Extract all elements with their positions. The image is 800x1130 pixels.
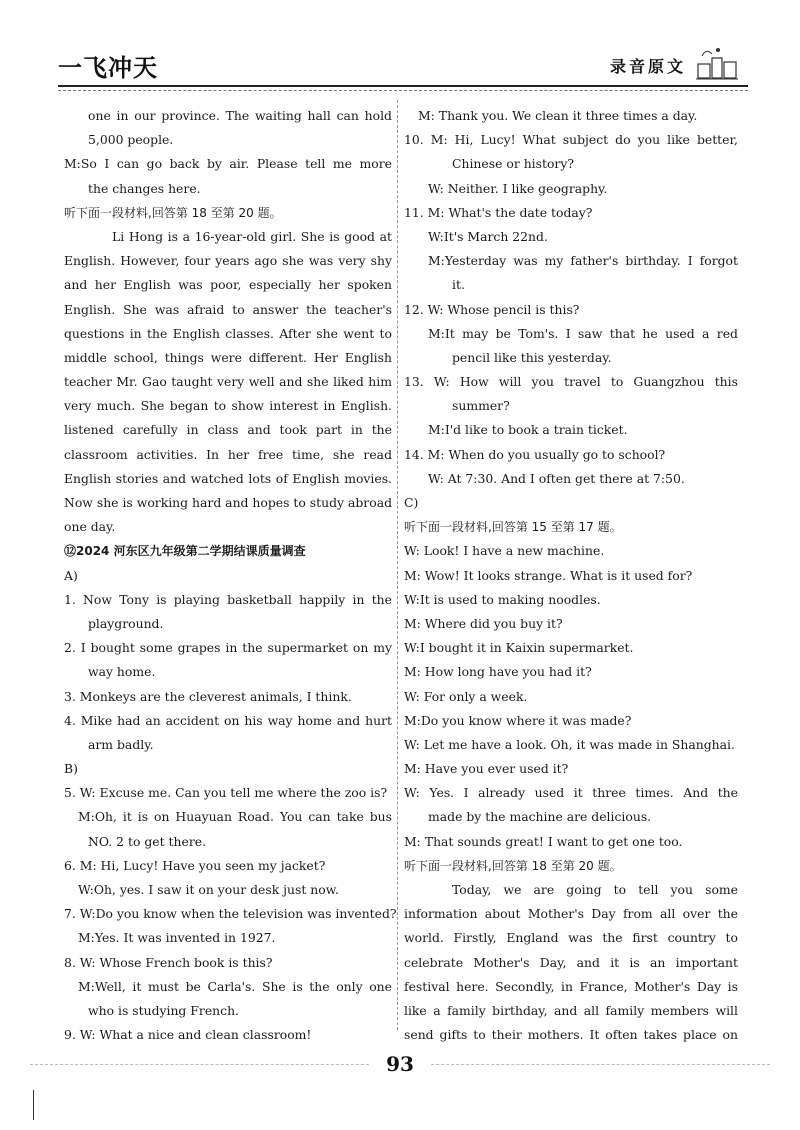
text-line: W:It is used to making noodles.	[404, 591, 601, 607]
text-line: W: Let me have a look. Oh, it was made in Shanghai.	[404, 736, 735, 752]
text-line: Chinese or history?	[452, 156, 574, 172]
text-line: W:I bought it in Kaixin supermarket.	[404, 640, 634, 656]
text-line: 5. W: Excuse me. Can you tell me where the zoo is?	[64, 785, 388, 801]
binding-mark	[33, 1090, 34, 1120]
text-line: W: At 7:30. And I often get there at 7:50.	[428, 470, 685, 486]
text-line: celebrate Mother's Day, and it is an important	[404, 954, 738, 970]
text-line: 5,000 people.	[88, 132, 174, 148]
text-line: English. She was afraid to answer the teacher's	[64, 301, 392, 317]
column-divider	[397, 100, 398, 1030]
text-line: M: Have you ever used it?	[404, 761, 569, 777]
text-line: 3. Monkeys are the cleverest animals, I think.	[64, 688, 352, 704]
text-line: W: Look! I have a new machine.	[404, 543, 605, 559]
text-line: Now she is working hard and hopes to study abroad	[64, 495, 392, 510]
text-line: W:Oh, yes. I saw it on your desk just now.	[78, 882, 339, 897]
text-line: 1. Now Tony is playing basketball happily in the	[64, 591, 392, 607]
part-label: A)	[64, 567, 78, 583]
header-rule-dashed	[58, 90, 748, 92]
header-rule	[58, 85, 748, 87]
right-column	[404, 104, 738, 1047]
text-line: M:So I can go back by air. Please tell me more	[64, 156, 392, 172]
text-line: arm badly.	[88, 736, 154, 752]
left-column	[64, 104, 397, 1047]
text-line: W: Yes. I already used it three times. And the	[404, 785, 738, 801]
text-line: M:It may be Tom's. I saw that he used a red	[428, 325, 738, 341]
text-line: M: Where did you buy it?	[404, 615, 563, 631]
instruction-heading: 听下面一段材料,回答第 18 至第 20 题。	[64, 205, 282, 220]
text-line: English stories and watched lots of English movies.	[64, 470, 392, 486]
text-line: 2. I bought some grapes in the supermarket on my	[64, 640, 392, 656]
text-line: 13. W: How will you travel to Guangzhou this	[404, 374, 738, 390]
text-line: festival here. Secondly, in France, Mother's Day is	[404, 978, 738, 994]
text-line: 11. M: What's the date today?	[404, 204, 593, 220]
text-line: M:Well, it must be Carla's. She is the only one	[78, 978, 392, 994]
exam-heading: ⑫2024 河东区九年级第二学期结课质量调查	[64, 544, 306, 559]
text-line: the changes here.	[88, 180, 201, 196]
text-line: 8. W: Whose French book is this?	[64, 954, 273, 970]
text-line: made by the machine are delicious.	[428, 809, 652, 825]
page-footer	[30, 1052, 770, 1088]
brand-logo: 一飞冲天	[58, 53, 158, 82]
section-title: 录音原文	[609, 57, 686, 76]
books-decoration-icon	[694, 44, 740, 80]
text-line: M: How long have you had it?	[404, 664, 592, 680]
text-line: English. However, four years ago she was very shy	[64, 253, 392, 269]
text-line: 4. Mike had an accident on his way home and hurt	[64, 712, 392, 728]
text-line: M: Wow! It looks strange. What is it used for?	[404, 567, 693, 583]
text-line: middle school, things were different. Her English	[64, 349, 392, 365]
text-line: 9. W: What a nice and clean classroom!	[64, 1027, 312, 1043]
text-line: 10. M: Hi, Lucy! What subject do you like better,	[404, 132, 738, 148]
text-line: very much. She began to show interest in English.	[64, 398, 392, 414]
part-label: B)	[64, 761, 78, 777]
text-line: and her English was poor, especially her spoken	[64, 277, 392, 293]
text-line: summer?	[452, 398, 510, 414]
text-line: send gifts to their mothers. It often takes place on	[404, 1027, 738, 1043]
text-line: W: For only a week.	[404, 688, 528, 704]
text-line: M:Do you know where it was made?	[404, 712, 632, 728]
text-line: 12. W: Whose pencil is this?	[404, 301, 580, 317]
text-line: teacher Mr. Gao taught very well and she liked him	[64, 374, 392, 390]
text-line: it.	[452, 277, 465, 293]
part-label: C)	[404, 495, 419, 510]
text-line: classroom activities. In her free time, she read	[64, 446, 392, 462]
text-line: information about Mother's Day from all over the	[404, 906, 738, 922]
text-line: 6. M: Hi, Lucy! Have you seen my jacket?	[64, 857, 326, 873]
text-line: M:Yesterday was my father's birthday. I forgot	[428, 253, 738, 269]
text-line: one day.	[64, 519, 116, 535]
text-line: who is studying French.	[88, 1002, 239, 1018]
text-line: W:It's March 22nd.	[428, 228, 548, 244]
text-line: W: Neither. I like geography.	[428, 180, 608, 196]
text-line: way home.	[88, 664, 156, 680]
text-line: Li Hong is a 16-year-old girl. She is good at	[112, 228, 392, 244]
page-header	[58, 40, 748, 92]
instruction-heading: 听下面一段材料,回答第 15 至第 17 题。	[404, 520, 622, 535]
page-number: 93	[370, 1052, 430, 1076]
text-line: 14. M: When do you usually go to school?	[404, 446, 666, 462]
text-line: playground.	[88, 615, 164, 631]
text-line: M: Thank you. We clean it three times a day.	[418, 108, 698, 123]
text-line: Today, we are going to tell you some	[452, 882, 738, 897]
text-line: world. Firstly, England was the first country to	[404, 930, 738, 946]
instruction-heading: 听下面一段材料,回答第 18 至第 20 题。	[404, 858, 622, 873]
text-line: listened carefully in class and took part in the	[64, 422, 392, 438]
text-line: NO. 2 to get there.	[88, 833, 207, 849]
text-line: M:Oh, it is on Huayuan Road. You can take bus	[78, 809, 392, 825]
text-line: M:Yes. It was invented in 1927.	[78, 930, 276, 946]
text-line: 7. W:Do you know when the television was invented?	[64, 906, 397, 922]
text-line: questions in the English classes. After she went to	[64, 325, 392, 341]
text-line: M:I'd like to book a train ticket.	[428, 422, 628, 438]
text-line: one in our province. The waiting hall can hold	[88, 108, 392, 123]
text-line: like a family birthday, and all family members will	[404, 1002, 738, 1018]
text-line: pencil like this yesterday.	[452, 349, 612, 365]
text-line: M: That sounds great! I want to get one too.	[404, 833, 683, 849]
